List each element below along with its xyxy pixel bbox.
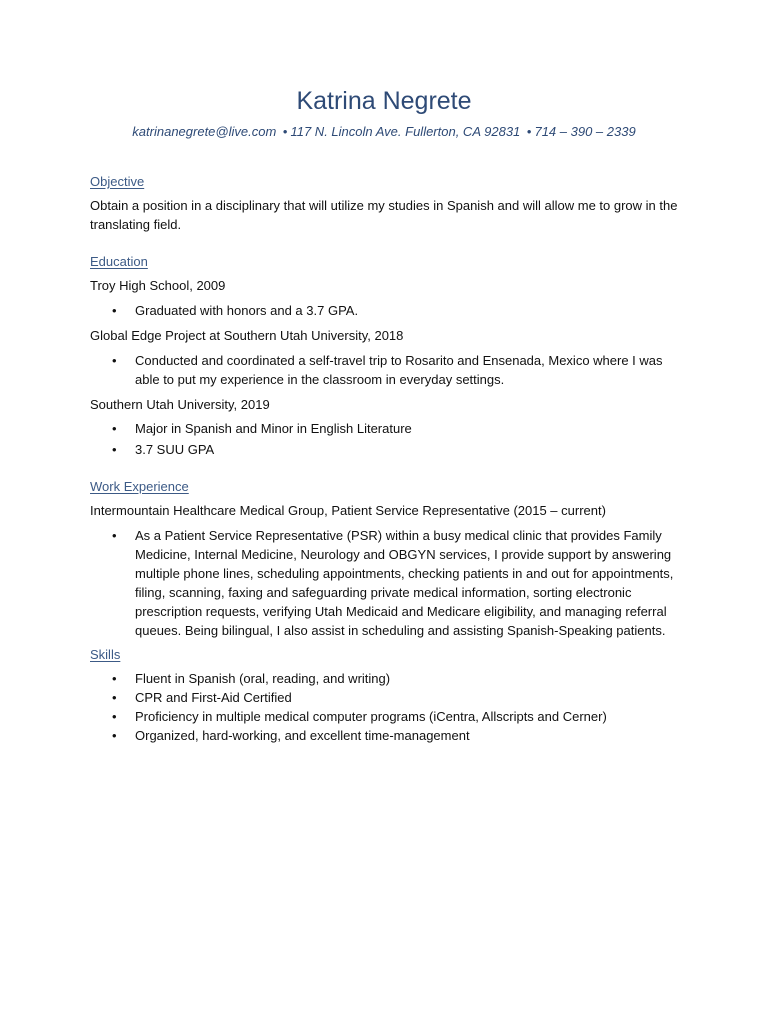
list-item: • Organized, hard-working, and excellent time-management xyxy=(90,726,680,745)
objective-section xyxy=(90,172,680,234)
education-entry-title: Global Edge Project at Southern Utah University, 2018 xyxy=(90,328,404,343)
list-item: • 3.7 SUU GPA xyxy=(90,440,680,459)
education-entry-title: Troy High School, 2009 xyxy=(90,278,226,293)
contact-separator: • xyxy=(282,124,288,139)
objective-text: Obtain a position in a disciplinary that will utilize my studies in Spanish and will allow me to grow in the translating field. xyxy=(90,198,678,232)
list-item: • Conducted and coordinated a self-travel trip to Rosarito and Ensenada, Mexico where I was able to put my experience in the classroom in everyday settings. xyxy=(90,351,680,389)
education-bullets xyxy=(90,351,680,389)
work-heading: Work Experience xyxy=(90,479,189,494)
work-entry-title: Intermountain Healthcare Medical Group, Patient Service Representative (2015 – current) xyxy=(90,503,606,518)
list-item: • As a Patient Service Representative (PSR) within a busy medical clinic that provides Family Medicine, Internal Medicine, Neurology and OBGYN services, I provide support by answering multiple phone lines, scheduling appointments, checking patients in and out for appointments, filing, scanning, faxing and safeguarding private medical information, sorting electronic prescription requests, verifying Utah Medicaid and Medicare eligibility, and managing referral queues. Being bilingual, I also assist in scheduling and assisting Spanish-Speaking patients. xyxy=(90,526,680,640)
list-item: • Proficiency in multiple medical computer programs (iCentra, Allscripts and Cerner) xyxy=(90,707,680,726)
skills-heading: Skills xyxy=(90,647,121,662)
work-section xyxy=(90,477,680,640)
education-bullets xyxy=(90,301,680,320)
contact-phone: 714 – 390 – 2339 xyxy=(534,124,636,139)
contact-email: katrinanegrete@live.com xyxy=(132,124,277,139)
list-item: • CPR and First-Aid Certified xyxy=(90,688,680,707)
contact-line xyxy=(0,123,768,141)
resume-content xyxy=(90,172,680,745)
education-bullets xyxy=(90,419,680,459)
objective-heading: Objective xyxy=(90,174,145,189)
list-item: • Major in Spanish and Minor in English Literature xyxy=(90,419,680,438)
education-heading: Education xyxy=(90,254,148,269)
work-bullets xyxy=(90,526,680,640)
education-entry-title: Southern Utah University, 2019 xyxy=(90,397,270,412)
contact-separator: • xyxy=(526,124,532,139)
education-section xyxy=(90,252,680,459)
resume-name: Katrina Negrete xyxy=(296,87,472,115)
contact-address: 117 N. Lincoln Ave. Fullerton, CA 92831 xyxy=(290,124,521,139)
list-item: • Fluent in Spanish (oral, reading, and writing) xyxy=(90,669,680,688)
skills-bullets xyxy=(90,669,680,745)
skills-section xyxy=(90,645,680,745)
list-item: • Graduated with honors and a 3.7 GPA. xyxy=(90,301,680,320)
